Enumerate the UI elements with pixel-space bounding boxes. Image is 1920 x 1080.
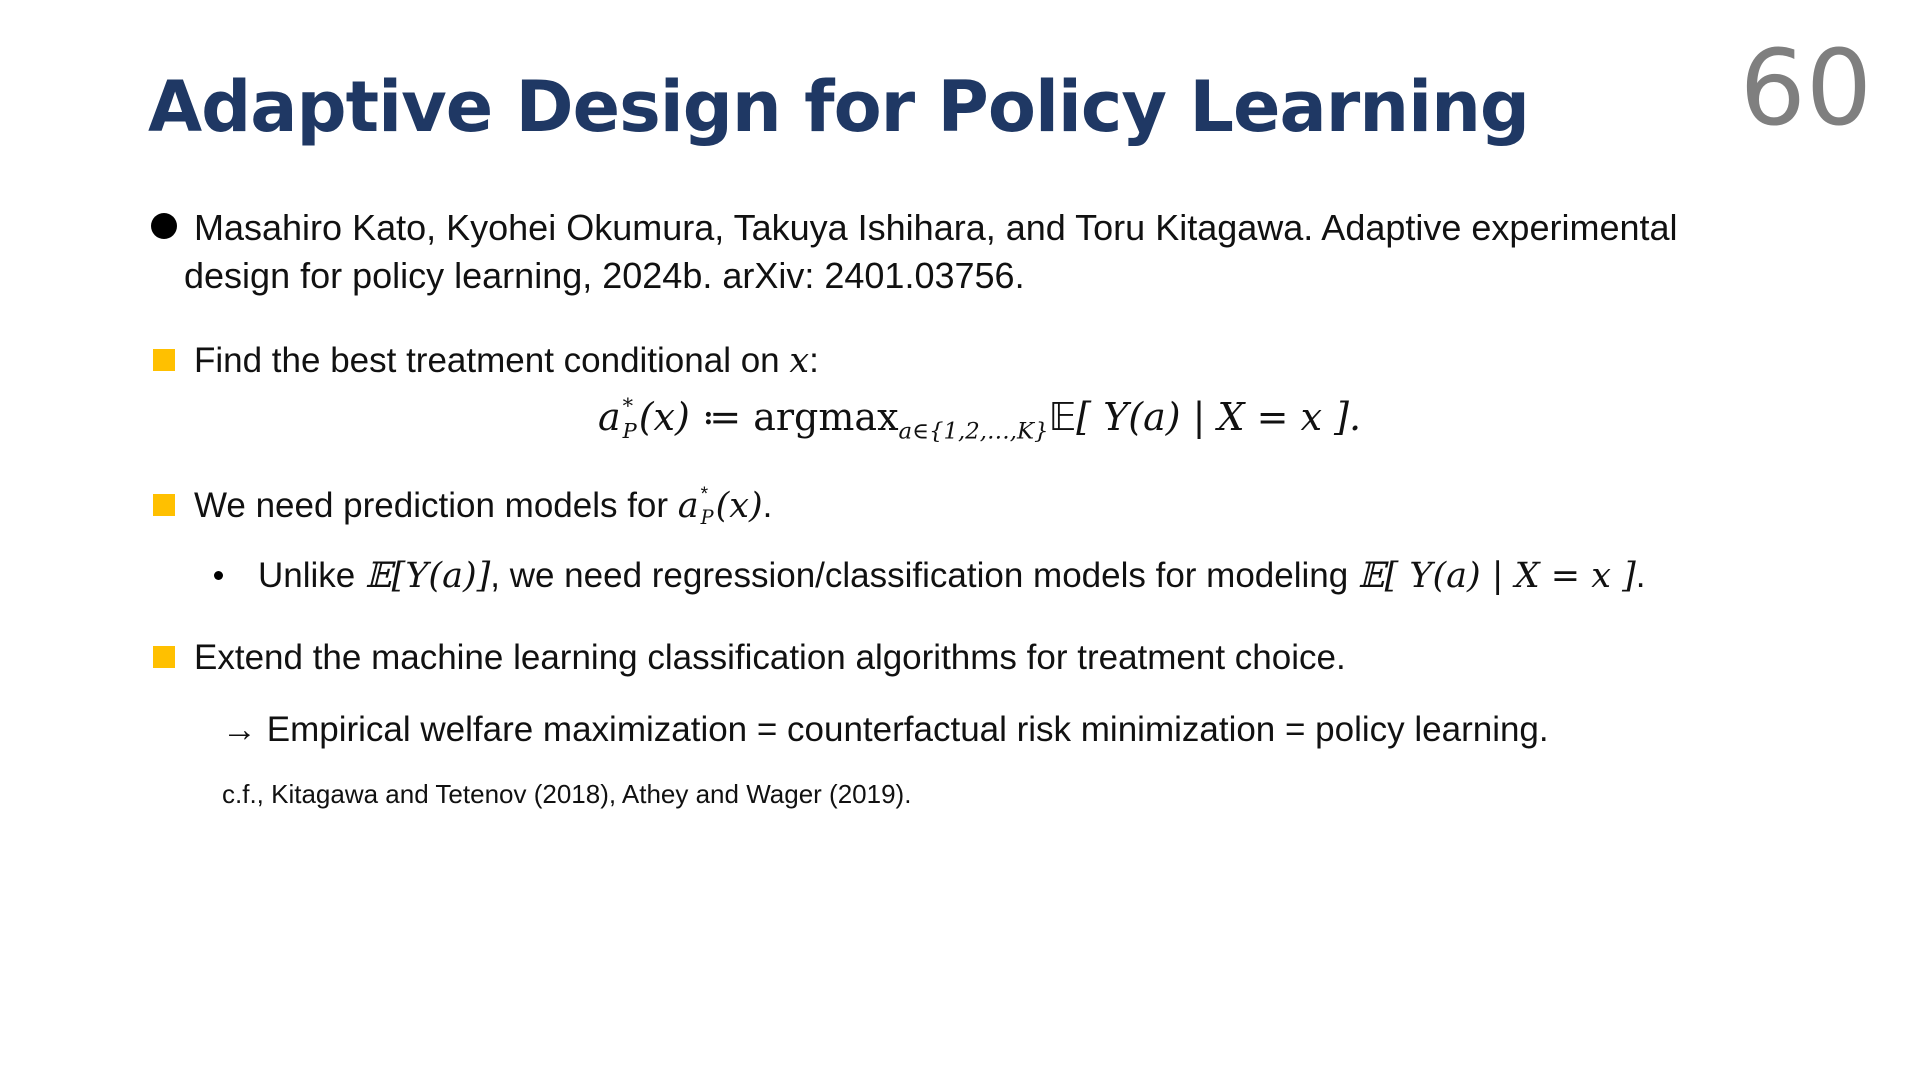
sub-bullet-dot-icon — [214, 571, 223, 580]
bullet-suffix: . — [762, 486, 773, 525]
slide-number: 60 — [1739, 27, 1872, 149]
math-expectation-1: 𝔼[Y(a)] — [364, 556, 491, 596]
reference-line-1: Masahiro Kato, Kyohei Okumura, Takuya Ishihara, and Toru Kitagawa. Adaptive experimental — [194, 207, 1678, 248]
reference-line-2: design for policy learning, 2024b. arXiv: 2401.03756. — [184, 255, 1025, 296]
sub-bullet-prefix: Unlike — [258, 556, 365, 595]
arrow-line-text: Empirical welfare maximization = counterfactual risk minimization = policy learning. — [266, 710, 1549, 749]
formula-arg: (x) — [638, 395, 690, 439]
bullet-square-icon — [153, 646, 175, 668]
bullet-square-icon — [153, 349, 175, 371]
bullet-dot-icon — [151, 213, 177, 239]
formula-expect: 𝔼 — [1048, 395, 1077, 439]
formula-sub: P — [622, 418, 637, 443]
sub-bullet-middle: , we need regression/classification models for modeling — [490, 556, 1358, 595]
formula-op: argmax — [753, 395, 899, 439]
arrow-icon: → — [222, 710, 257, 749]
formula-sup: * — [622, 393, 634, 418]
bullet-prediction-models — [194, 483, 773, 529]
formula-body: [ Y(a) | X = x ]. — [1076, 395, 1362, 439]
math-var: x — [789, 341, 810, 381]
bullet-square-icon — [153, 494, 175, 516]
bullet-text: We need prediction models for — [194, 486, 678, 525]
formula-argmax — [598, 393, 1362, 445]
math-expectation-2: 𝔼[ Y(a) | X = x ] — [1357, 556, 1636, 596]
cf-line: c.f., Kitagawa and Tetenov (2018), Athey and Wager (2019). — [222, 779, 912, 809]
bullet-suffix: : — [809, 341, 819, 380]
sub-bullet-unlike — [258, 558, 1645, 594]
math-sup: * — [700, 483, 709, 505]
math-arg: (x) — [715, 486, 763, 526]
formula-op-sub: a∈{1,2,…,K} — [898, 418, 1049, 445]
formula-a: a — [598, 395, 621, 439]
bullet-find-best-treatment — [194, 343, 819, 379]
slide-title: Adaptive Design for Policy Learning — [148, 66, 1530, 148]
formula-assign: ≔ — [689, 395, 754, 439]
bullet-extend-ml: Extend the machine learning classification algorithms for treatment choice. — [194, 638, 1346, 677]
sub-bullet-suffix: . — [1635, 556, 1646, 595]
math-sub: P — [700, 505, 714, 529]
math-a: a — [677, 486, 699, 526]
bullet-text: Find the best treatment conditional on — [194, 341, 790, 380]
arrow-line — [222, 712, 1549, 747]
